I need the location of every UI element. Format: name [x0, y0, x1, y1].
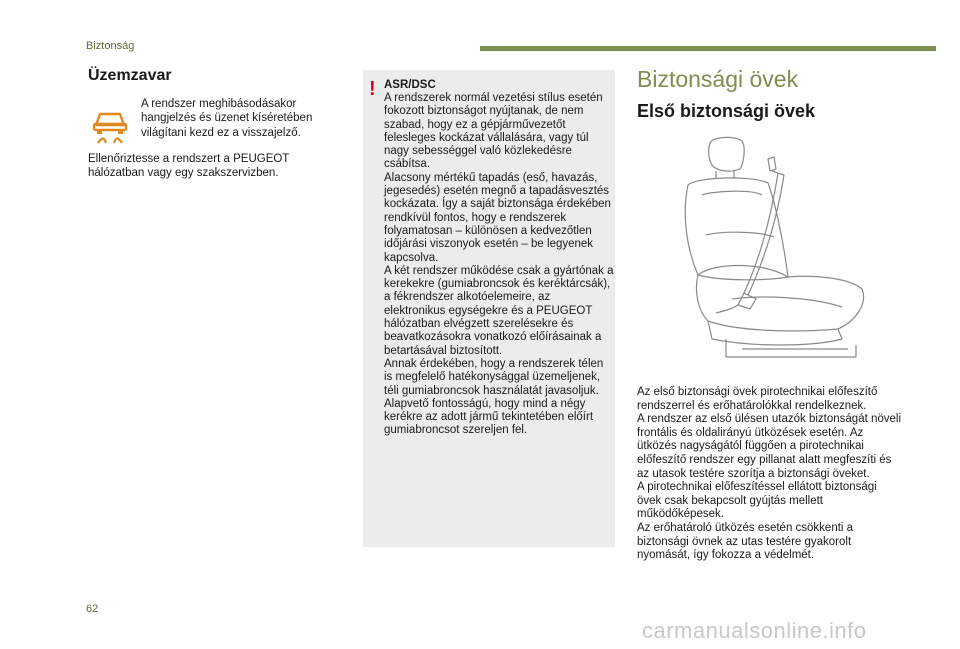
section-title-uzemzavar: Üzemzavar	[88, 67, 172, 84]
info-paragraph: Alapvető fontosságú, hogy mind a négy kerékre az adott jármű tekintetében előírt gumiabroncsot szereljen fel.	[384, 397, 594, 437]
seatbelt-paragraph: Az erőhatároló ütközés esetén csökkenti a biztonsági övnek az utas testére gyakorolt nyomását, így fokozza a védelmét.	[637, 521, 854, 562]
watermark: carmanualsonline.info	[642, 618, 867, 643]
info-paragraph: A rendszerek normál vezetési stílus esetén fokozott biztonságot nyújtanak, de nem szabad, hogy ez a gépjárművezetőt felesleges kockázat vállalására, vagy túl nagy sebességgel való közlekedésre csábítsa.	[384, 92, 603, 171]
chapter-title: Biztonsági övek	[637, 66, 799, 92]
info-box-text	[384, 92, 614, 438]
section-label: Biztonság	[86, 40, 135, 52]
check-system-text: Ellenőriztesse a rendszert a PEUGEOT hálózatban vagy egy szakszervizben.	[88, 153, 290, 180]
seatbelt-description	[637, 386, 902, 563]
subsection-title: Első biztonsági övek	[637, 101, 816, 121]
seatbelt-paragraph: A rendszer az első ülésen utazók biztonságát növeli frontális és oldalirányú ütközések esetén. Az ütközés nagyságától függően a pirotechnikai előfeszítő rendszer egy pillanat alatt megfeszíti és az utasok testére szorítja a biztonsági öveket.	[637, 413, 902, 480]
seatbelt-paragraph: A pirotechnikai előfeszítéssel ellátott biztonsági övek csak bekapcsolt gyújtás mellett működőképesek.	[637, 481, 877, 521]
info-paragraph: A két rendszer működése csak a gyártónak a kerekekre (gumiabroncsok és keréktárcsák), a fékrendszer alkotóelemeire, az elektronikus egységekre és a PEUGEOT hálózatban elvégzett szerelésekre és beavatkozásokra vonatkozó előírásainak a betartásával biztosított.	[384, 264, 614, 357]
exclamation-icon: !	[369, 78, 376, 100]
warning-lamp-text: A rendszer meghibásodásakor hangjelzés és üzenet kíséretében világítani kezd ez a visszajelző.	[141, 98, 313, 139]
info-paragraph: Alacsony mértékű tapadás (eső, havazás, jegesedés) esetén megnő a tapadásvesztés kockázata. Így a saját biztonsága érdekében rendkívül fontos, hogy e rendszerek folyamatosan – különösen a kedvezőtlen időjárási viszonyok esetén – be legyenek kapcsolva.	[384, 171, 611, 264]
seatbelt-paragraph: Az első biztonsági övek pirotechnikai előfeszítő rendszerrel és erőhatárolókkal rendelkeznek.	[637, 386, 878, 412]
info-box-title: ASR/DSC	[384, 79, 436, 91]
header-accent-bar	[480, 46, 936, 51]
info-paragraph: Annak érdekében, hogy a rendszerek télen is megfelelő hatékonysággal üzemeljenek, téli gumiabroncsok használatát javasoljuk.	[384, 357, 604, 397]
page-number: 62	[86, 603, 99, 615]
seat-with-seatbelt-illustration	[672, 135, 902, 370]
skid-warning-icon	[90, 108, 130, 144]
